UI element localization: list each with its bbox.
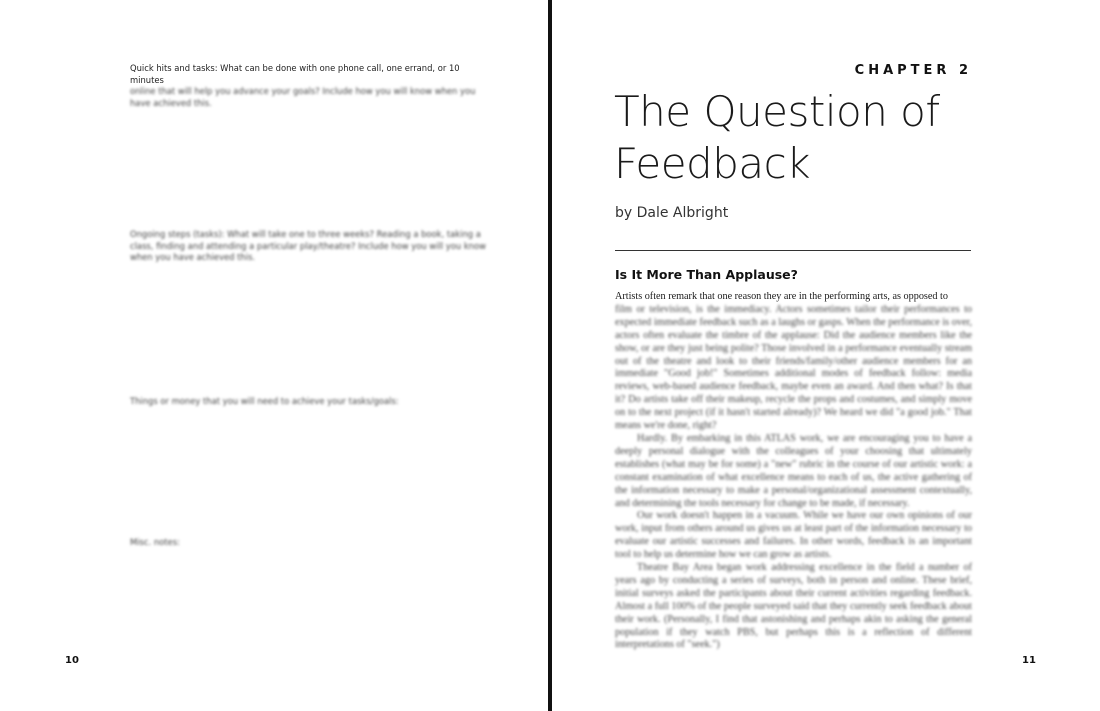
left-page — [0, 0, 548, 711]
prompt-resources-text: Things or money that you will need to achieve your tasks/goals: — [130, 396, 399, 406]
page-number-right: 11 — [1022, 655, 1036, 666]
paragraph-4: Theatre Bay Area began work addressing excellence in the field a number of years ago by conducting a series of surveys, both in person and online. These brief, initial surveys asked the participants about their current activities regarding feedback. Almost a full 100% of the people surveyed said that they currently seek feedback about their work. (Personally, I find that astonishing and perhaps akin to asking the general population if they watch PBS, but perhaps this is a reflection of different interpretations of "seek.") — [615, 562, 972, 651]
paragraph-1-first-line: Artists often remark that one reason they are in the performing arts, as opposed to — [615, 291, 948, 302]
prompt-quick-hits — [130, 63, 490, 109]
prompt-quick-hits-rest: online that will help you advance your goals? Include how you will know when you have achieved this. — [130, 86, 476, 108]
prompt-resources — [130, 396, 490, 408]
body-text — [615, 291, 972, 652]
paragraph-1 — [615, 291, 972, 433]
title-rule — [615, 250, 971, 251]
prompt-misc-notes-text: Misc. notes: — [130, 537, 180, 547]
paragraph-3: Our work doesn't happen in a vacuum. While we have our own opinions of our work, input from others around us gives us at least part of the information necessary to evaluate our artistic successes and failures. In other words, feedback is an important tool to help us determine how we can grow as artists. — [615, 510, 972, 561]
chapter-title: The Question of Feedback — [614, 87, 940, 188]
prompt-quick-hits-lead: Quick hits and tasks: What can be done with one phone call, one errand, or 10 minutes — [130, 63, 460, 85]
paragraph-2: Hardly. By embarking in this ATLAS work, we are encouraging you to have a deeply personal dialogue with the colleagues of your choosing that ultimately establishes (what may be for some) a "new" rubric in the course of our artistic work: a constant examination of what excellence means to each of us, the active gathering of the information necessary to make a personal/organizational assessment contextually, and determining the tools necessary for change to be made, if necessary. — [615, 432, 972, 509]
chapter-label: CHAPTER 2 — [854, 63, 972, 78]
section-heading: Is It More Than Applause? — [615, 267, 798, 282]
page-number-left: 10 — [65, 655, 79, 666]
prompt-ongoing-steps-text: Ongoing steps (tasks): What will take one to three weeks? Reading a book, taking a class, finding and attending a particular play/theatre? Include how you will you know when you have achieved this. — [130, 229, 486, 263]
paragraph-1-rest: film or television, is the immediacy. Actors sometimes tailor their performances to expected immediate feedback such as a laughs or gasps. When the performance is over, actors often evaluate the timbre of the applause: Did the audience members like the show, or are they just being polite? Those involved in a performance eventually stream out of the theatre and look to their friends/family/other audience members for an immediate "Good job!" Sometimes additional modes of feedback follow: media reviews, web-based audience feedback, maybe even an award. And then what? Is that it? Do artists take off their makeup, recycle the props and costumes, and simply move on to the next project (if it hasn't started already)? We heard we did "a good job." That means we're done, right? — [615, 303, 972, 432]
right-page — [552, 0, 1100, 711]
prompt-misc-notes — [130, 537, 490, 549]
prompt-ongoing-steps — [130, 229, 490, 264]
byline: by Dale Albright — [615, 205, 729, 221]
